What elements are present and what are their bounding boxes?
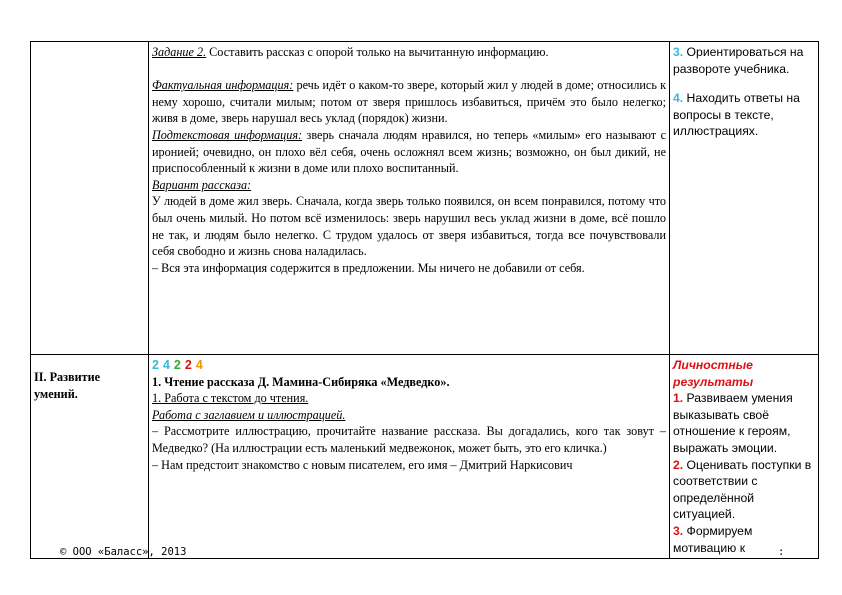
result-item bbox=[673, 390, 815, 456]
result-number: 4. bbox=[673, 91, 684, 106]
marker-digit: 4 bbox=[162, 358, 174, 372]
fact-paragraph bbox=[152, 77, 666, 127]
footer-copyright: © ООО «Баласс», 2013 bbox=[60, 546, 187, 558]
stage-cell bbox=[31, 42, 149, 355]
result-item bbox=[673, 457, 815, 523]
question-text: – Нам предстоит знакомство с новым писателем, его имя – Дмитрий Наркисович bbox=[152, 457, 573, 472]
content-cell bbox=[149, 355, 670, 559]
result-markers bbox=[152, 357, 666, 374]
task-paragraph bbox=[152, 44, 666, 61]
results-cell bbox=[670, 42, 819, 355]
lesson-table bbox=[30, 41, 819, 559]
result-item bbox=[673, 44, 815, 77]
question-text: – Рассмотрите иллюстрацию, прочитайте название рассказа. Вы догадались, кого так зовут – Медведко? (На иллюстрации есть маленький медвежонок, может быть, это его кличка.) bbox=[152, 424, 666, 455]
result-text: Оценивать поступки в соответствии с определённой ситуацией. bbox=[673, 457, 812, 522]
result-number: 1. bbox=[673, 391, 684, 406]
subtext-text: зверь сначала людям нравился, но теперь «милым» его называют с иронией; очевидно, он плохо вёл себя, очень осложнял всем жизнь; возможно, он был дикий, не приспособленный к жизни в доме или плохо воспитанный. bbox=[152, 127, 666, 176]
closing-text: – Вся эта информация содержится в предложении. Мы ничего не добавили от себя. bbox=[152, 260, 585, 275]
task-text: Составить рассказ с опорой только на вычитанную информацию. bbox=[206, 45, 549, 59]
stage-cell bbox=[31, 355, 149, 559]
result-number: 3. bbox=[673, 523, 684, 538]
result-number: 2. bbox=[673, 457, 684, 472]
reading-subheading: 1. Работа с текстом до чтения. bbox=[152, 391, 309, 406]
marker-digit: 2 bbox=[152, 358, 163, 372]
result-text: Формируем мотивацию к bbox=[673, 523, 753, 555]
reading-heading: 1. Чтение рассказа Д. Мамина-Сибиряка «Медведко». bbox=[152, 374, 450, 389]
result-text: Ориентироваться на развороте учебника. bbox=[673, 45, 804, 76]
marker-digit: 2 bbox=[184, 358, 196, 372]
variant-text: У людей в доме жил зверь. Сначала, когда зверь только появился, он всем понравился, потому что был очень милый. Но потом всё изменилось: зверь нарушил весь уклад жизни в доме, всё пошло не так, и людям было нелегко. С трудом удалось от зверя избавиться, тогда все почувствовали себя свободно и жизнь снова наладилась. bbox=[152, 194, 666, 259]
results-cell bbox=[670, 355, 819, 559]
table-row bbox=[31, 42, 819, 355]
fact-text: речь идёт о каком-то звере, который жил у людей в доме; относились к нему хорошо, считали милым; потом от зверя пришлось избавиться, причём это было нелегко; живя в доме, зверь нарушал весь уклад (порядок) жизни. bbox=[152, 78, 666, 126]
fact-label: Фактуальная информация: bbox=[152, 78, 294, 93]
variant-label: Вариант рассказа: bbox=[152, 177, 252, 192]
stage-title: II. Развитие умений. bbox=[34, 370, 101, 401]
result-item bbox=[673, 90, 815, 140]
result-text: Развиваем умения выказывать своё отношение к героям, выражать эмоции. bbox=[673, 391, 793, 455]
task-label: Задание 2. bbox=[152, 45, 207, 59]
marker-digit: 2 bbox=[173, 358, 185, 372]
footer-mark: : bbox=[778, 546, 785, 558]
result-number: 3. bbox=[673, 45, 684, 59]
subtext-paragraph bbox=[152, 127, 666, 177]
result-item bbox=[673, 523, 815, 556]
marker-digit: 4 bbox=[195, 358, 207, 372]
work-label: Работа с заглавием и иллюстрацией. bbox=[152, 407, 346, 422]
result-text: Находить ответы на вопросы в тексте, иллюстрациях. bbox=[673, 91, 800, 139]
results-title: Личностные результаты bbox=[673, 358, 754, 389]
content-cell bbox=[149, 42, 670, 355]
table-row bbox=[31, 355, 819, 559]
subtext-label: Подтекстовая информация: bbox=[152, 127, 303, 142]
